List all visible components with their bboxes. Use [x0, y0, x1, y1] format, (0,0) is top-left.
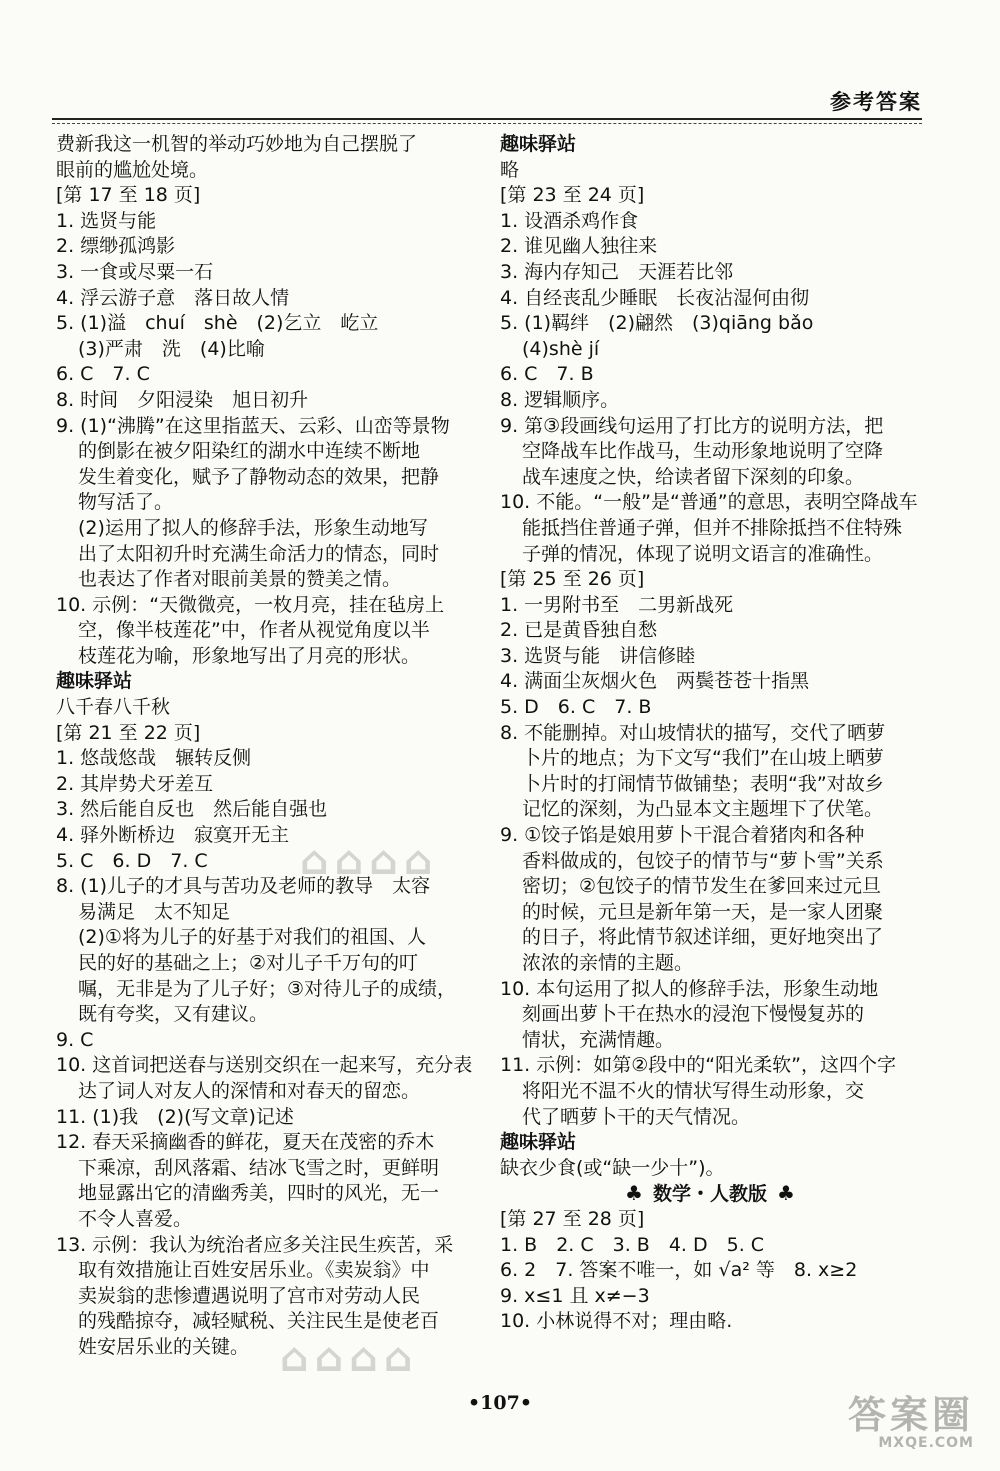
answer-line: 9. ①饺子馅是娘用萝卜干混合着猪肉和各种 [500, 824, 865, 847]
header-rule-dashed [52, 123, 922, 124]
answer-line: [第 25 至 26 页] [500, 568, 645, 591]
answer-line: [第 17 至 18 页] [56, 184, 201, 207]
answer-line: 1. 设酒杀鸡作食 [500, 209, 639, 232]
answer-line: 9. (1)“沸腾”在这里指蓝天、云彩、山峦等景物 [56, 414, 450, 437]
answer-line: 香料做成的，包饺子的情节与“萝卜雪”关系 [522, 849, 884, 872]
answer-line: 5. (1)溢 chuí shè (2)乞立 屹立 [56, 312, 379, 335]
answer-line: 的残酷掠夺，减轻赋税、关注民生是使老百 [78, 1310, 440, 1333]
answer-line: 4. 满面尘灰烟火色 两鬓苍苍十指黑 [500, 670, 810, 693]
watermark-stamp-2: ⌂⌂⌂⌂ [280, 1335, 419, 1381]
answer-line: 发生着变化，赋予了静物动态的效果，把静 [78, 465, 440, 488]
answer-line: 2. 谁见幽人独往来 [500, 235, 658, 258]
answer-line: 不令人喜爱。 [78, 1207, 193, 1230]
answer-line: 代了晒萝卜干的天气情况。 [522, 1105, 751, 1128]
answer-line: 1. 一男附书至 二男新战死 [500, 593, 734, 616]
answer-line: 1. B 2. C 3. B 4. D 5. C [500, 1233, 765, 1256]
answer-line: 也表达了作者对眼前美景的赞美之情。 [78, 568, 402, 591]
answer-line: 空，像半枝莲花”中，作者从视觉角度以半 [78, 619, 430, 642]
answer-line: 11. 示例：如第②段中的“阳光柔软”，这四个字 [500, 1054, 896, 1077]
answer-line: 5. (1)羁绊 (2)翩然 (3)qiāng bǎo [500, 312, 814, 335]
corner-watermark-text: 答案圈 [847, 1393, 974, 1437]
corner-watermark-url: MXQE.COM [878, 1435, 974, 1451]
answer-line: (2)①将为儿子的好基于对我们的祖国、人 [78, 926, 426, 949]
header-title: 参考答案 [830, 90, 922, 114]
answer-line: 9. x≤1 且 x≠−3 [500, 1284, 650, 1307]
answer-line: 物写活了。 [78, 491, 174, 514]
answer-line: 12. 春天采摘幽香的鲜花，夏天在茂密的乔木 [56, 1131, 435, 1154]
answer-line: 民的好的基础之上；②对儿子千万句的叮 [78, 952, 419, 974]
answer-line: 眼前的尴尬处境。 [56, 158, 209, 181]
answer-line: 的时候，元旦是新年第一天，是一家人团聚 [522, 900, 884, 923]
answer-line: 战车速度之快，给读者留下深刻的印象。 [522, 465, 865, 488]
answer-line: 8. 逻辑顺序。 [500, 388, 620, 411]
answer-line: 嘱，无非是为了儿子好；③对待儿子的成绩， [78, 977, 457, 1000]
answer-line: 记忆的深刻，为凸显本文主题埋下了伏笔。 [522, 798, 884, 821]
answer-line: 13. 示例：我认为统治者应多关注民生疾苦，采 [56, 1233, 454, 1256]
answer-line: 易满足 太不知足 [78, 900, 231, 923]
answer-line: 情状，充满情趣。 [522, 1028, 675, 1051]
answer-line: (4)shè jí [522, 337, 600, 360]
answer-line: 9. C [56, 1028, 94, 1051]
answer-line: 3. 然后能自反也 然后能自强也 [56, 798, 328, 821]
answer-line: 8. 时间 夕阳浸染 旭日初升 [56, 388, 309, 411]
answer-line: 能抵挡住普通子弹，但并不排除抵挡不住特殊 [522, 516, 903, 539]
answer-line: 1. 选贤与能 [56, 209, 157, 232]
answer-line: 卖炭翁的悲惨遭遇说明了宫市对劳动人民 [78, 1284, 421, 1307]
answer-line: 2. 缥缈孤鸿影 [56, 235, 176, 258]
answer-line: 浓浓的亲情的主题。 [522, 952, 694, 974]
left-column [56, 132, 476, 1361]
club-suit-icon: ♣ [777, 1181, 795, 1206]
answer-line: 4. 自经丧乱少睡眠 长夜沾湿何由彻 [500, 286, 810, 309]
answer-line: 刻画出萝卜干在热水的浸泡下慢慢复苏的 [522, 1003, 865, 1026]
answer-line: 11. (1)我 (2)(写文章)记述 [56, 1105, 294, 1128]
answer-line: 将阳光不温不火的情状写得生动形象，交 [522, 1079, 865, 1102]
answer-line: 3. 海内存知己 天涯若比邻 [500, 260, 734, 283]
watermark-stamp-1: ⌂⌂⌂⌂ [300, 838, 439, 884]
answer-line: 10. 这首词把送春与送别交织在一起来写，充分表 [56, 1054, 473, 1077]
answer-line: 密切；②包饺子的情节发生在爹回来过元旦 [522, 875, 882, 898]
answer-line: 6. 2 7. 答案不唯一，如 √a² 等 8. x≥2 [500, 1259, 858, 1282]
answer-line: 达了词人对友人的深情和对春天的留恋。 [78, 1079, 421, 1102]
answer-line: 10. 示例：“天微微亮，一枚月亮，挂在毡房上 [56, 593, 445, 616]
answer-line: (3)严肃 洗 (4)比喻 [78, 337, 265, 360]
answer-line: 姓安居乐业的关键。 [78, 1335, 250, 1358]
right-column [500, 132, 920, 1335]
answer-line: 的日子，将此情节叙述详细，更好地突出了 [522, 926, 884, 949]
answer-line: 缺衣少食(或“缺一少十”)。 [500, 1156, 725, 1179]
answer-line: 6. C 7. C [56, 363, 150, 386]
answer-line: 的倒影在被夕阳染红的湖水中连续不断地 [78, 440, 421, 463]
answer-line: 八千春八千秋 [56, 696, 171, 719]
answer-line: 略 [500, 158, 520, 181]
answer-line: 空降战车比作战马，生动形象地说明了空降 [522, 440, 884, 463]
answer-line: 4. 驿外断桥边 寂寞开无主 [56, 824, 290, 847]
answer-line: 10. 小林说得不对；理由略. [500, 1310, 733, 1333]
answer-line: 子弹的情况，体现了说明文语言的准确性。 [522, 542, 884, 565]
answer-line: 下乘凉，刮风落霜、结冰飞雪之时，更鲜明 [78, 1156, 440, 1179]
answer-line: 出了太阳初升时充满生命活力的情态，同时 [78, 542, 440, 565]
page-number: •107• [468, 1392, 532, 1414]
section-heading: 趣味驿站 [500, 1131, 577, 1154]
answer-line: 4. 浮云游子意 落日故人情 [56, 286, 290, 309]
answer-line: 8. 不能删掉。对山坡情状的描写，交代了晒萝 [500, 721, 886, 744]
answer-line: 1. 悠哉悠哉 辗转反侧 [56, 747, 252, 770]
answer-line: 8. (1)儿子的才具与苦功及老师的教导 太容 [56, 875, 431, 898]
subject-heading-text: 数学・人教版 [652, 1183, 767, 1206]
answer-line: 枝莲花为喻，形象地写出了月亮的形状。 [78, 644, 421, 667]
answer-line: 5. C 6. D 7. C [56, 849, 208, 872]
subject-heading [500, 1181, 920, 1207]
answer-line: 10. 本句运用了拟人的修辞手法，形象生动地 [500, 977, 879, 1000]
answer-line: 10. 不能。“一般”是“普通”的意思，表明空降战车 [500, 491, 918, 514]
answer-line: (2)运用了拟人的修辞手法，形象生动地写 [78, 516, 428, 539]
answer-line: 6. C 7. B [500, 363, 594, 386]
answer-line: 卜片时的打闹情节做铺垫；表明“我”对故乡 [522, 772, 884, 795]
answer-line: 取有效措施让百姓安居乐业。《卖炭翁》中 [78, 1259, 430, 1282]
answer-line: 9. 第③段画线句运用了打比方的说明方法，把 [500, 414, 884, 437]
section-heading: 趣味驿站 [500, 133, 577, 155]
answer-line: 3. 一食或尽粟一石 [56, 260, 214, 283]
section-heading: 趣味驿站 [56, 670, 133, 693]
answer-line: [第 23 至 24 页] [500, 184, 645, 207]
club-suit-icon: ♣ [625, 1181, 643, 1206]
answer-line: 3. 选贤与能 讲信修睦 [500, 644, 696, 667]
answer-line: 既有夸奖，又有建议。 [78, 1003, 269, 1026]
answer-line: [第 27 至 28 页] [500, 1207, 645, 1230]
corner-watermark-logo [764, 1395, 974, 1461]
answer-line: [第 21 至 22 页] [56, 721, 201, 744]
answer-line: 费新我这一机智的举动巧妙地为自己摆脱了 [56, 133, 418, 155]
answer-line: 5. D 6. C 7. B [500, 696, 652, 719]
answer-line: 卜片的地点；为下文写“我们”在山坡上晒萝 [522, 747, 884, 770]
answer-line: 地显露出它的清幽秀美，四时的风光，无一 [78, 1182, 440, 1205]
answer-line: 2. 已是黄昏独自愁 [500, 619, 658, 642]
header-rule [52, 118, 922, 120]
answer-line: 2. 其岸势犬牙差互 [56, 772, 214, 795]
